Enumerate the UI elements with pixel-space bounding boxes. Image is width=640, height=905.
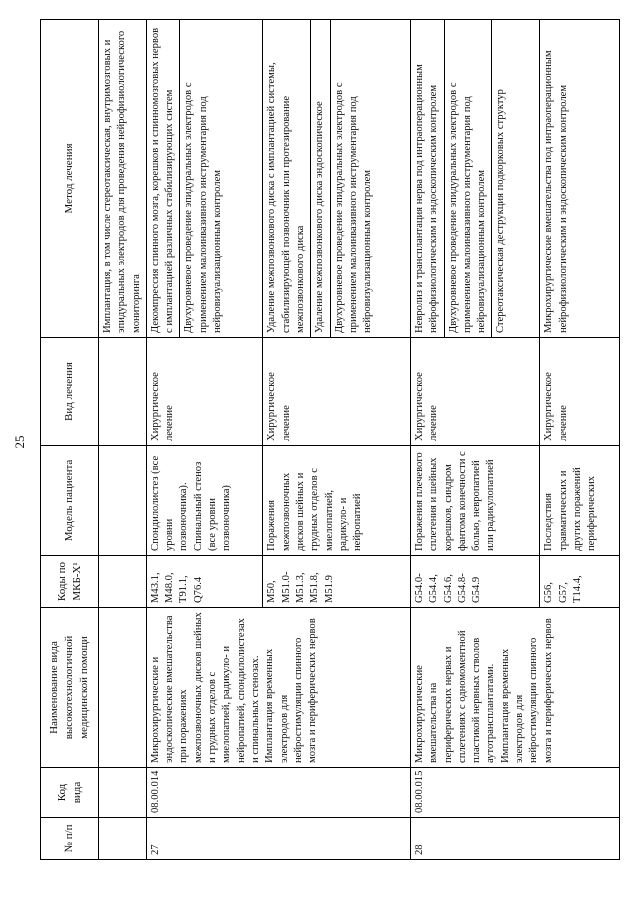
- method-item: Удаление межпозвонкового диска эндоскопическое: [310, 20, 327, 337]
- row-vid: Хирургическое лечение: [540, 338, 620, 446]
- method-item: Микрохирургические вмешательства под интраоперационным нейрофизиологическим и эндоскопическим контролем: [543, 50, 569, 333]
- row-model: Последствия травматических и других поражений периферических: [540, 446, 620, 556]
- method-item: Декомпрессия спинного мозга, корешков и спинномозговых нервов с имплантацией различных стабилизирующих систем: [149, 27, 176, 333]
- method-item: Удаление межпозвонкового диска с имплантацией системы, стабилизирующей позвоночник или протезирование межпозвонкового диска: [266, 62, 306, 333]
- row-mkb: G56, G57, T14.4,: [540, 556, 620, 608]
- row-vid: Хирургическое лечение: [263, 338, 411, 446]
- row-methods: [146, 20, 262, 338]
- method-item: Невролиз и трансплантация нерва под интраоперационным нейрофизиологическим и эндоскопическим контролем: [413, 64, 440, 333]
- table-row: [146, 20, 262, 860]
- treatment-methods-table: [40, 19, 620, 860]
- method-item: Двухуровневое проведение эпидуральных электродов с применением малоинвазивного инструментария под нейровизуализационным контролем: [179, 20, 225, 337]
- row-model: Поражения плечевого сплетения и шейных корешков, синдром фантома конечности с болью, невропатией или радикулопатией: [410, 446, 539, 556]
- method-item: Двухуровневое проведение эпидуральных электродов с применением малоинвазивного инструментария под нейровизуализационным контролем: [444, 20, 490, 337]
- page-number: 25: [12, 435, 27, 449]
- row-num: 28: [410, 818, 619, 860]
- rotated-table-wrapper: [40, 20, 620, 860]
- header-mkb: Коды по МКБ-X¹: [41, 556, 99, 608]
- header-num: № п/п: [41, 818, 99, 860]
- header-model: Модель пациента: [41, 446, 99, 556]
- method-item: Двухуровневое проведение эпидуральных электродов с применением малоинвазивного инструментария под нейровизуализационным контролем: [330, 20, 376, 337]
- header-method: Метод лечения: [41, 20, 99, 338]
- row-methods: [410, 20, 539, 338]
- row-mkb: G54.0- G54.4, G54.6, G54.8- G54.9: [410, 556, 539, 608]
- table-row: [410, 20, 539, 860]
- table-row-continued: [99, 20, 147, 860]
- row-code: 08.00.014: [146, 768, 410, 818]
- header-vid: Вид лечения: [41, 338, 99, 446]
- row-model: Спондилолистез (все уровни позвоночника). Спинальный стеноз (все уровни позвоночника): [146, 446, 262, 556]
- table-header-row: [41, 20, 99, 860]
- row-methods: [263, 20, 411, 338]
- row-name: Микрохирургические вмешательства на периферических нервах и сплетениях с одномоментной пластикой нервных стволов аутотрансплантатами. Имплантация временных электродов для нейростимуляции спинного мозга и периферических нервов: [410, 608, 619, 768]
- row-model: Поражения межпозвоночных дисков шейных и грудных отделов с миелопатией, радикуло- и нейропатией: [263, 446, 411, 556]
- row-mkb: M50, M51.0- M51.3, M51.8, M51.9: [263, 556, 411, 608]
- row-mkb: M43.1, M48.0, T91.1, Q76.4: [146, 556, 262, 608]
- row-methods: [540, 20, 620, 338]
- header-name: Наименование вида высокотехнологичной медицинской помощи: [41, 608, 99, 768]
- row-name: Микрохирургические и эндоскопические вмешательства при поражениях межпозвоночных дисков шейных и грудных отделов с миелопатией, радикуло- и нейропатией, спондилолистезах и спинальных стенозах. Имплантация временных электродов для нейростимуляции спинного мозга и периферических нервов: [146, 608, 410, 768]
- header-code: Код вида: [41, 768, 99, 818]
- row-vid: Хирургическое лечение: [410, 338, 539, 446]
- method-cell-continued: Имплантация, в том числе стереотаксическая, внутримозговых и эпидуральных электродов для проведения нейрофизиологического мониторинга: [99, 20, 147, 338]
- method-item: Стереотаксическая деструкция подкорковых структур: [491, 20, 508, 337]
- row-code: 08.00.015: [410, 768, 619, 818]
- row-vid: Хирургическое лечение: [146, 338, 262, 446]
- row-num: 27: [146, 818, 410, 860]
